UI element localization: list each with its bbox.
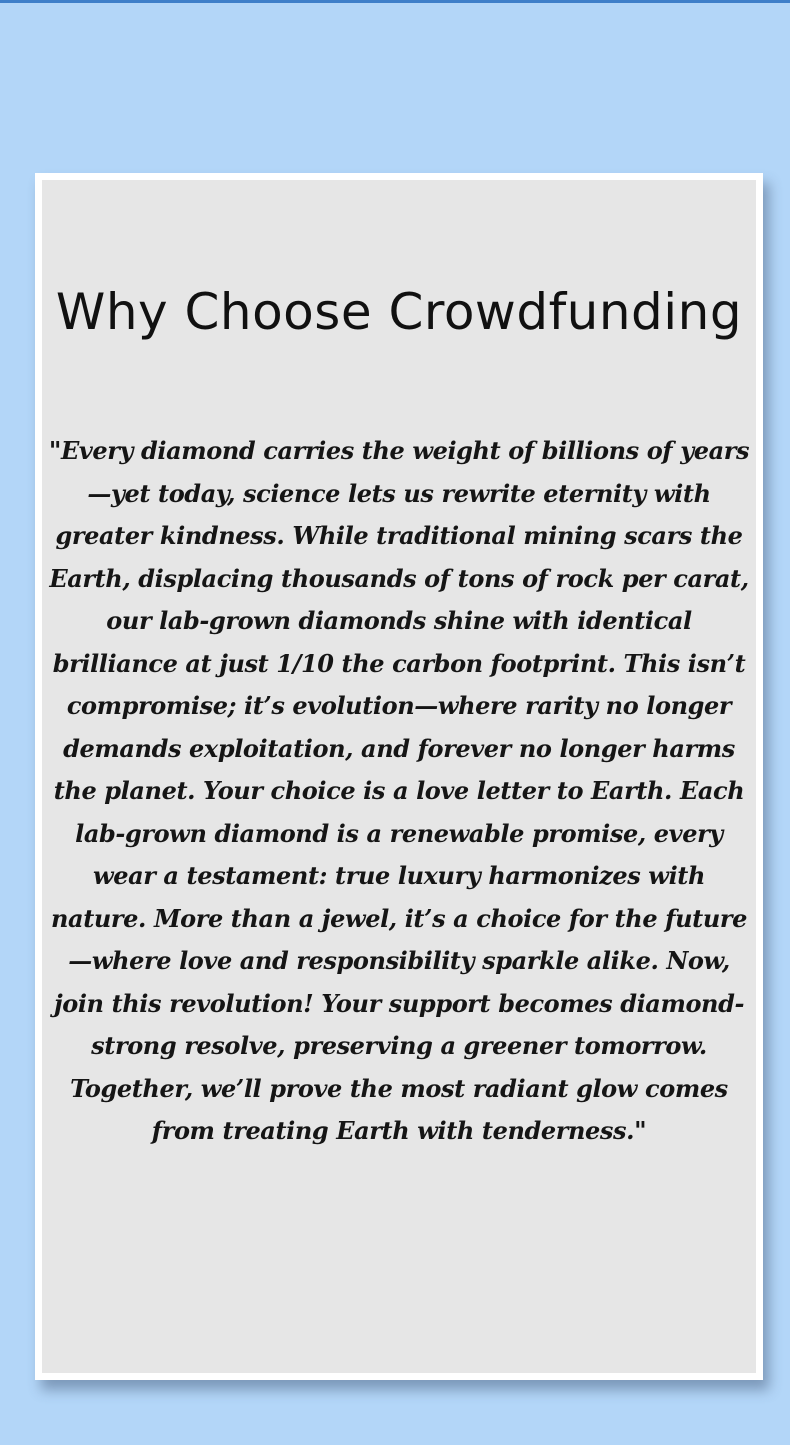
top-edge-strip (0, 0, 790, 3)
card-title: Why Choose Crowdfunding (55, 283, 743, 341)
content-card (35, 173, 763, 1380)
card-quote: "Every diamond carries the weight of billions of years—yet today, science lets us rewrite eternity with greater kindness. While traditional mining scars the Earth, displacing thousands of tons of rock per carat, our lab-grown diamonds shine with identical brilliance at just 1/10 the carbon footprint. This isn’t compromise; it’s evolution—where rarity no longer demands exploitation, and forever no longer harms the planet. Your choice is a love letter to Earth. Each lab-grown diamond is a renewable promise, every wear a testament: true luxury harmonizes with nature. More than a jewel, it’s a choice for the future—where love and responsibility sparkle alike. Now, join this revolution! Your support becomes diamond-strong resolve, preserving a greener tomorrow. Together, we’ll prove the most radiant glow comes from treating Earth with tenderness." (48, 436, 750, 1145)
